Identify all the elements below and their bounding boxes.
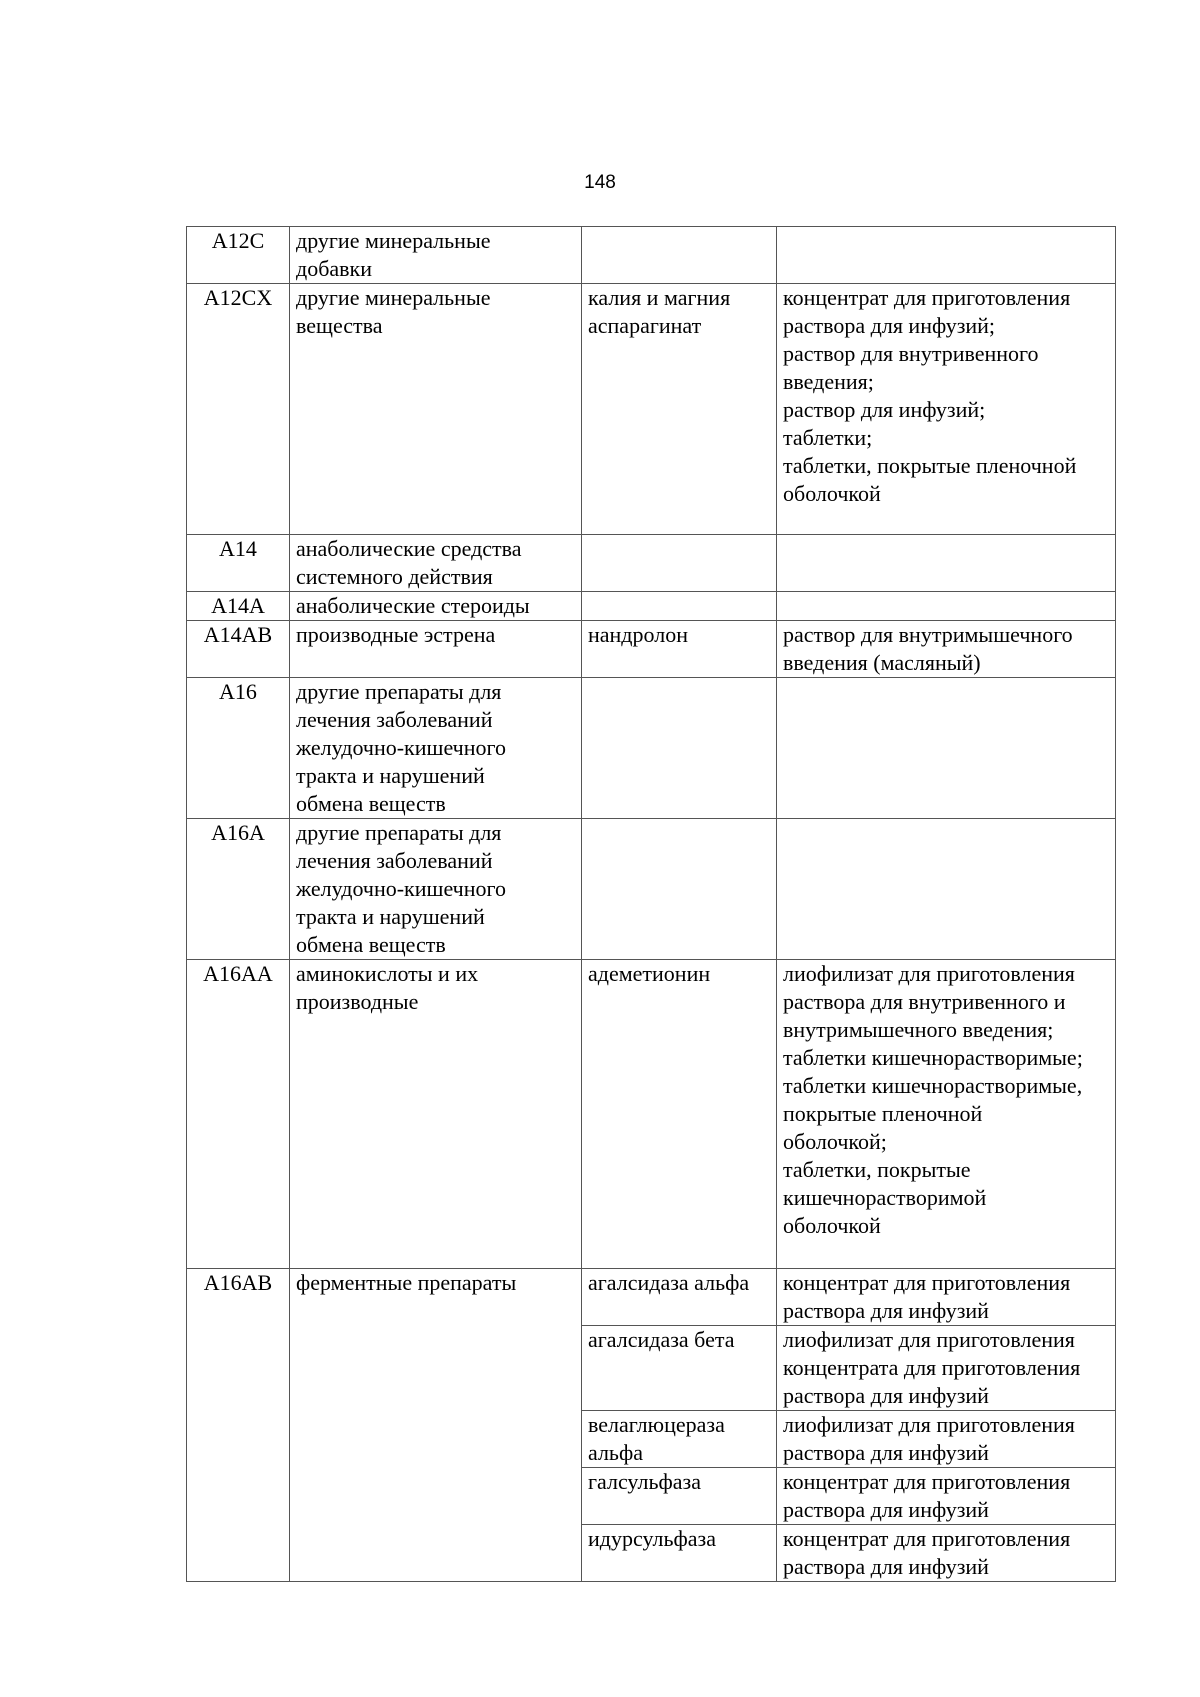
anatomical-group-cell: другие препараты для лечения заболеваний желудочно-кишечного тракта и нарушений обмена веществ: [290, 678, 582, 819]
anatomical-group-cell: анаболические средства системного действия: [290, 535, 582, 592]
table-row: [187, 621, 1116, 678]
drug-name-cell: [582, 227, 777, 284]
drug-name-cell: агалсидаза альфа: [582, 1269, 777, 1326]
anatomical-group-cell: другие препараты для лечения заболеваний желудочно-кишечного тракта и нарушений обмена веществ: [290, 819, 582, 960]
dosage-forms-cell: [777, 535, 1116, 592]
drug-name-cell: галсульфаза: [582, 1468, 777, 1525]
anatomical-group-cell: анаболические стероиды: [290, 592, 582, 621]
anatomical-group-cell: другие минеральные вещества: [290, 284, 582, 535]
atc-classification-table: [186, 226, 1116, 1582]
table-row: [187, 535, 1116, 592]
dosage-forms-cell: [777, 227, 1116, 284]
atc-code-cell: A12C: [187, 227, 290, 284]
dosage-forms-cell: лиофилизат для приготовления раствора для инфузий: [777, 1411, 1116, 1468]
drug-name-cell: [582, 592, 777, 621]
table-row: [187, 678, 1116, 819]
dosage-forms-cell: [777, 678, 1116, 819]
atc-code-cell: A16AA: [187, 960, 290, 1269]
drug-name-cell: велаглюцераза альфа: [582, 1411, 777, 1468]
drug-name-cell: [582, 819, 777, 960]
atc-code-cell: A14A: [187, 592, 290, 621]
anatomical-group-cell: аминокислоты и их производные: [290, 960, 582, 1269]
dosage-forms-cell: раствор для внутримышечного введения (масляный): [777, 621, 1116, 678]
drug-name-cell: калия и магния аспарагинат: [582, 284, 777, 535]
anatomical-group-cell: другие минеральные добавки: [290, 227, 582, 284]
drug-name-cell: идурсульфаза: [582, 1525, 777, 1582]
dosage-forms-cell: концентрат для приготовления раствора для инфузий: [777, 1269, 1116, 1326]
dosage-forms-cell: концентрат для приготовления раствора для инфузий: [777, 1525, 1116, 1582]
dosage-forms-cell: лиофилизат для приготовления концентрата для приготовления раствора для инфузий: [777, 1326, 1116, 1411]
table-row: [187, 592, 1116, 621]
table-body: [187, 227, 1116, 1582]
drug-name-cell: нандролон: [582, 621, 777, 678]
drug-name-cell: агалсидаза бета: [582, 1326, 777, 1411]
drug-name-cell: [582, 678, 777, 819]
atc-code-cell: A16A: [187, 819, 290, 960]
atc-code-cell: A14: [187, 535, 290, 592]
table-row: [187, 227, 1116, 284]
anatomical-group-cell: производные эстрена: [290, 621, 582, 678]
table-row: [187, 284, 1116, 535]
page-number: 148: [584, 172, 616, 193]
atc-code-cell: A16AB: [187, 1269, 290, 1582]
atc-code-cell: A12CX: [187, 284, 290, 535]
table-row: [187, 960, 1116, 1269]
drug-name-cell: адеметионин: [582, 960, 777, 1269]
dosage-forms-cell: концентрат для приготовления раствора для инфузий: [777, 1468, 1116, 1525]
dosage-forms-cell: лиофилизат для приготовления раствора для внутривенного и внутримышечного введения; таблетки кишечнорастворимые; таблетки кишечнорастворимые, покрытые пленочной оболочкой; таблетки, покрытые кишечнорастворимой оболочкой: [777, 960, 1116, 1269]
atc-code-cell: A14AB: [187, 621, 290, 678]
anatomical-group-cell: ферментные препараты: [290, 1269, 582, 1582]
drug-name-cell: [582, 535, 777, 592]
atc-code-cell: A16: [187, 678, 290, 819]
dosage-forms-cell: [777, 592, 1116, 621]
table-row: [187, 819, 1116, 960]
dosage-forms-cell: концентрат для приготовления раствора для инфузий; раствор для внутривенного введения; раствор для инфузий; таблетки; таблетки, покрытые пленочной оболочкой: [777, 284, 1116, 535]
table-row: [187, 1269, 1116, 1326]
dosage-forms-cell: [777, 819, 1116, 960]
